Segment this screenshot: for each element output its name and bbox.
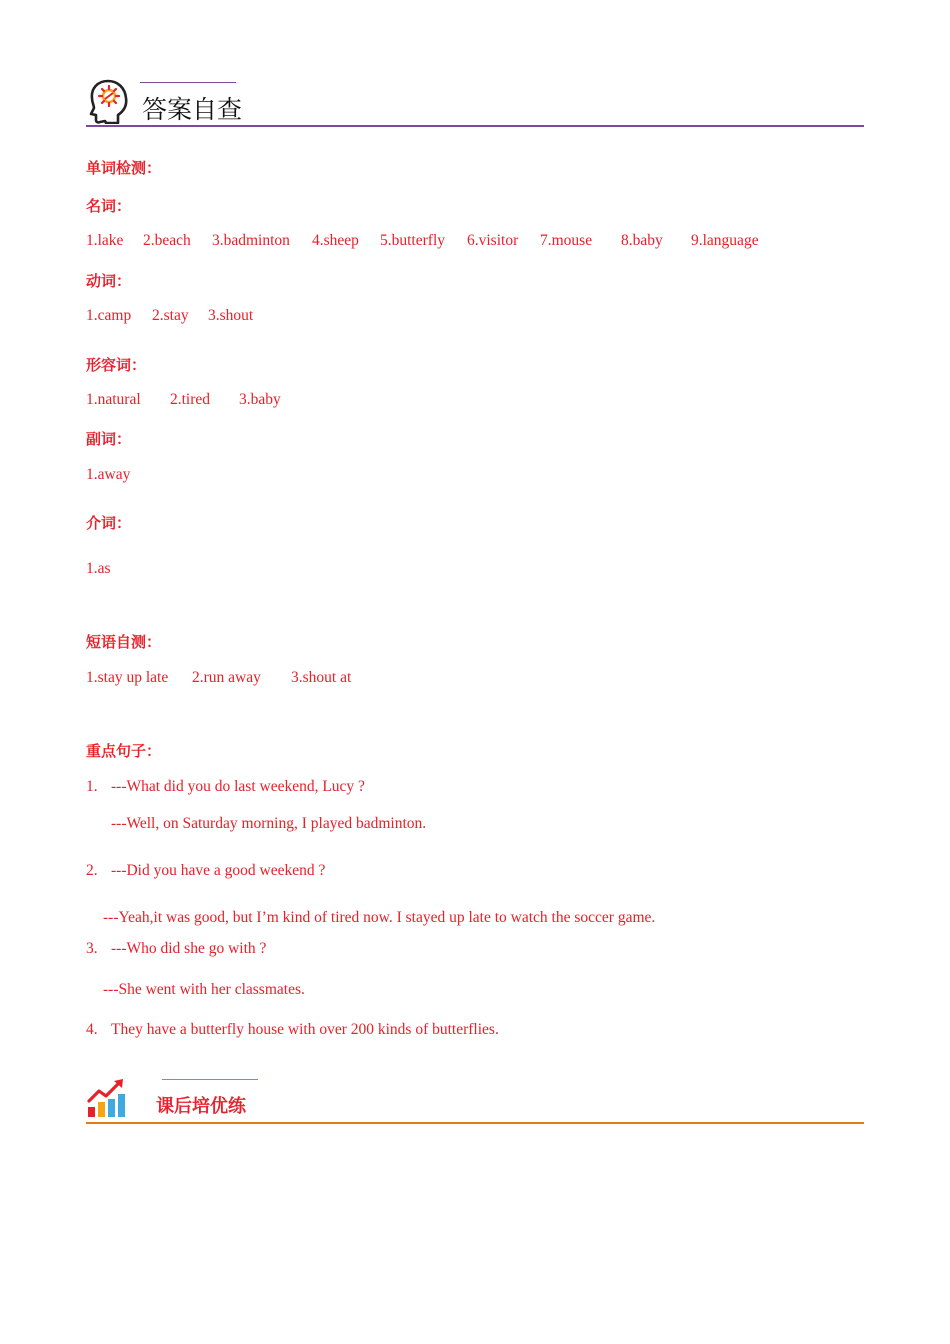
list-item: 4.sheep — [312, 232, 359, 249]
sentence-question: ---Who did she go with ? — [111, 940, 267, 957]
sentence-question: ---Did you have a good weekend ? — [111, 862, 326, 879]
sentence-question: ---What did you do last weekend, Lucy ? — [111, 778, 365, 795]
prepositions-label: 介词： — [86, 514, 132, 532]
verbs-list — [86, 307, 386, 327]
growth-chart-icon — [86, 1077, 128, 1119]
sentence-answer: ---Yeah,it was good, but I’m kind of tired now. I stayed up late to watch the soccer game. — [103, 909, 656, 926]
nouns-label: 名词： — [86, 197, 132, 215]
header-rule — [86, 125, 864, 127]
list-item: 1.natural — [86, 391, 141, 408]
list-item: 5.butterfly — [380, 232, 445, 249]
adverbs-label: 副词： — [86, 430, 132, 448]
adverbs-list — [86, 466, 286, 486]
list-item: 1.stay up late — [86, 669, 169, 686]
sentence-number: 3. — [86, 940, 98, 957]
page-title: 答案自查 — [142, 95, 243, 124]
footer-rule — [86, 1122, 864, 1124]
phrases-list — [86, 669, 486, 689]
sentence-answer: ---She went with her classmates. — [103, 981, 305, 998]
footer-top-rule — [162, 1079, 258, 1080]
header-top-rule — [140, 82, 236, 83]
list-item: 3.shout at — [291, 669, 352, 686]
sentence-number: 4. — [86, 1021, 98, 1038]
section-title: 课后培优练 — [156, 1096, 246, 1117]
list-item: 2.tired — [170, 391, 211, 408]
list-item: 3.baby — [239, 391, 281, 408]
sentences-label: 重点句子： — [86, 742, 162, 760]
sentence-text: They have a butterfly house with over 200 kinds of butterflies. — [111, 1021, 499, 1038]
sentence-number: 2. — [86, 862, 98, 879]
list-item: 2.beach — [143, 232, 191, 249]
adjectives-label: 形容词： — [86, 356, 147, 374]
adjectives-list — [86, 391, 386, 411]
head-profile-icon — [88, 78, 130, 124]
list-item: 8.baby — [621, 232, 663, 249]
list-item: 1.lake — [86, 232, 124, 249]
list-item: 1.as — [86, 560, 111, 577]
list-item: 1.away — [86, 466, 131, 483]
sentence-answer: ---Well, on Saturday morning, I played badminton. — [111, 815, 427, 832]
sentence-number: 1. — [86, 778, 98, 795]
list-item: 2.run away — [192, 669, 261, 686]
vocab-check-label: 单词检测： — [86, 159, 162, 177]
list-item: 2.stay — [152, 307, 189, 324]
list-item: 7.mouse — [540, 232, 593, 249]
verbs-label: 动词： — [86, 272, 132, 290]
list-item: 6.visitor — [467, 232, 519, 249]
prepositions-list — [86, 560, 286, 580]
nouns-list — [86, 232, 806, 252]
list-item: 3.badminton — [212, 232, 290, 249]
list-item: 1.camp — [86, 307, 132, 324]
list-item: 9.language — [691, 232, 759, 249]
list-item: 3.shout — [208, 307, 254, 324]
phrases-label: 短语自测： — [86, 633, 162, 651]
